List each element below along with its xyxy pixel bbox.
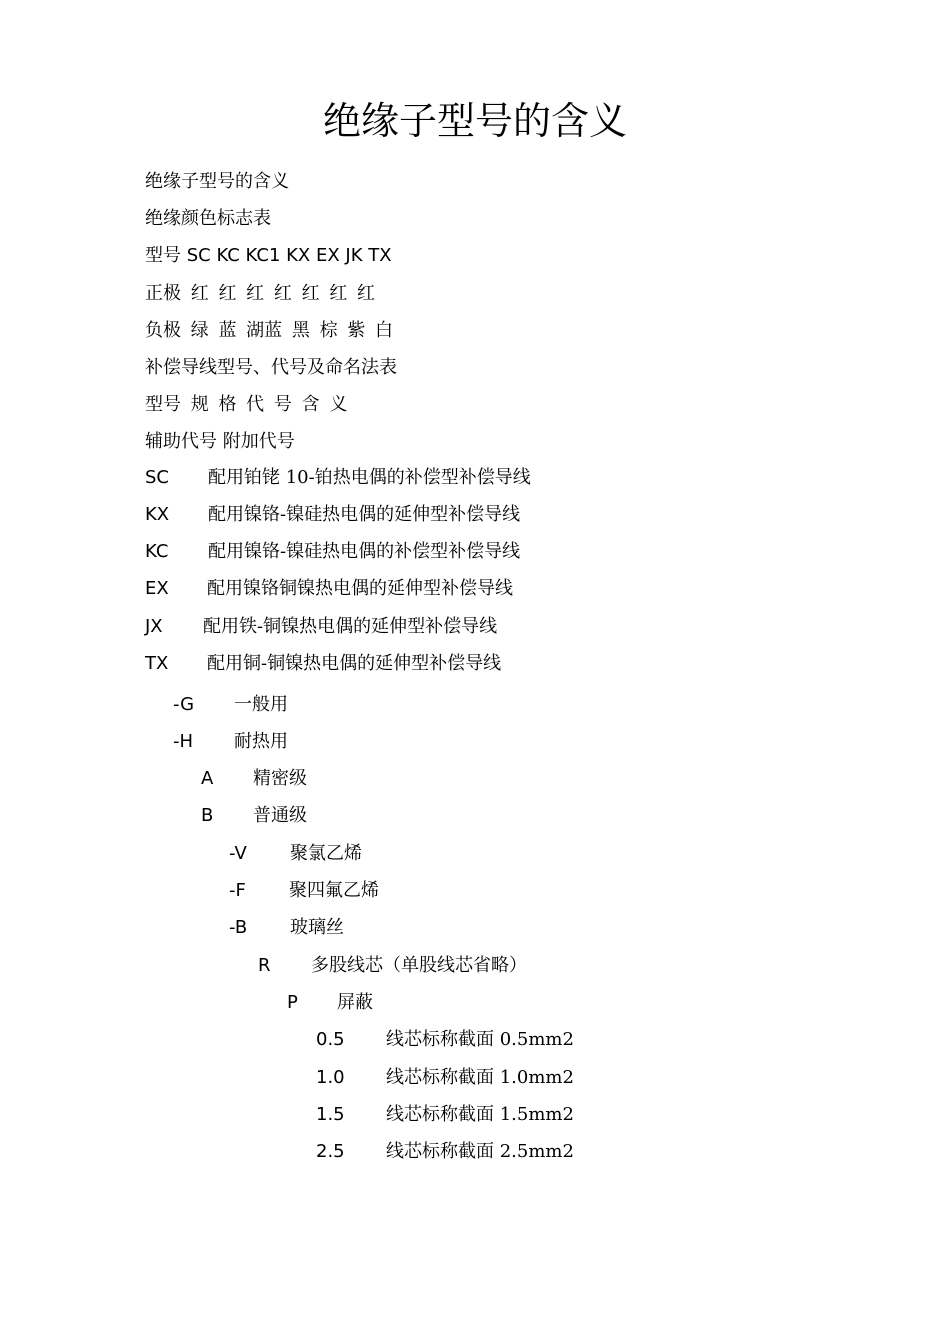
intro-line-2: 绝缘颜色标志表	[145, 208, 271, 229]
spec-desc: 线芯标称截面 0.5mm2	[386, 1029, 574, 1050]
intro-line-7: 型号 规 格 代 号 含 义	[145, 394, 348, 415]
type-row	[145, 465, 531, 491]
intro-line-8: 辅助代号 附加代号	[145, 431, 295, 452]
type-row	[145, 502, 520, 528]
spec-row	[173, 692, 288, 718]
spec-code: 2.5	[316, 1141, 345, 1162]
spec-code: R	[258, 955, 271, 976]
model-codes: SC KC KC1 KX EX JK TX	[186, 245, 392, 266]
spec-desc: 线芯标称截面 2.5mm2	[386, 1141, 574, 1162]
spec-row	[316, 1065, 574, 1091]
type-desc: 配用铁-铜镍热电偶的延伸型补偿导线	[203, 616, 498, 637]
spec-desc: 耐热用	[234, 731, 288, 752]
spec-desc: 屏蔽	[337, 992, 373, 1013]
spec-row	[316, 1027, 574, 1053]
type-row	[145, 651, 501, 677]
spec-code: -H	[173, 731, 194, 752]
spec-desc: 一般用	[234, 694, 288, 715]
spec-row	[316, 1139, 574, 1165]
intro-line-5: 负极 绿 蓝 湖蓝 黑 棕 紫 白	[145, 320, 394, 341]
spec-row	[201, 803, 307, 829]
model-label: 型号	[145, 245, 181, 266]
spec-row	[229, 841, 362, 867]
type-code: KC	[145, 541, 169, 562]
spec-code: -G	[173, 694, 195, 715]
type-code: JX	[145, 616, 163, 637]
page-title: 绝缘子型号的含义	[322, 99, 627, 143]
spec-code: A	[201, 768, 214, 789]
type-desc: 配用镍铬-镍硅热电偶的延伸型补偿导线	[208, 504, 521, 525]
spec-desc: 多股线芯（单股线芯省略）	[311, 955, 527, 976]
spec-row	[316, 1102, 574, 1128]
spec-code: 0.5	[316, 1029, 345, 1050]
spec-code: -V	[229, 843, 247, 864]
spec-code: B	[201, 805, 214, 826]
type-desc: 配用铂铑 10-铂热电偶的补偿型补偿导线	[208, 467, 531, 488]
type-row	[145, 539, 520, 565]
spec-desc: 聚四氟乙烯	[289, 880, 379, 901]
spec-code: 1.0	[316, 1067, 345, 1088]
type-code: SC	[145, 467, 169, 488]
intro-line-3	[145, 243, 392, 269]
intro-line-6: 补偿导线型号、代号及命名法表	[145, 357, 397, 378]
type-row	[145, 614, 497, 640]
spec-desc: 线芯标称截面 1.5mm2	[386, 1104, 574, 1125]
spec-code: 1.5	[316, 1104, 345, 1125]
type-code: TX	[145, 653, 169, 674]
type-desc: 配用镍铬-镍硅热电偶的补偿型补偿导线	[208, 541, 521, 562]
spec-code: -B	[229, 917, 248, 938]
spec-desc: 线芯标称截面 1.0mm2	[386, 1067, 574, 1088]
spec-row	[258, 953, 527, 979]
spec-code: -F	[229, 880, 246, 901]
spec-desc: 精密级	[253, 768, 307, 789]
type-desc: 配用镍铬铜镍热电偶的延伸型补偿导线	[207, 578, 513, 599]
spec-desc: 聚氯乙烯	[290, 843, 362, 864]
spec-row	[229, 878, 379, 904]
spec-row	[201, 766, 307, 792]
spec-row	[173, 729, 288, 755]
spec-desc: 普通级	[253, 805, 307, 826]
spec-row	[287, 990, 373, 1016]
type-code: EX	[145, 578, 169, 599]
intro-line-4: 正极 红 红 红 红 红 红 红	[145, 283, 376, 304]
type-row	[145, 576, 513, 602]
type-code: KX	[145, 504, 170, 525]
intro-line-1: 绝缘子型号的含义	[145, 171, 289, 192]
spec-code: P	[287, 992, 298, 1013]
spec-row	[229, 915, 344, 941]
spec-desc: 玻璃丝	[290, 917, 344, 938]
type-desc: 配用铜-铜镍热电偶的延伸型补偿导线	[207, 653, 502, 674]
